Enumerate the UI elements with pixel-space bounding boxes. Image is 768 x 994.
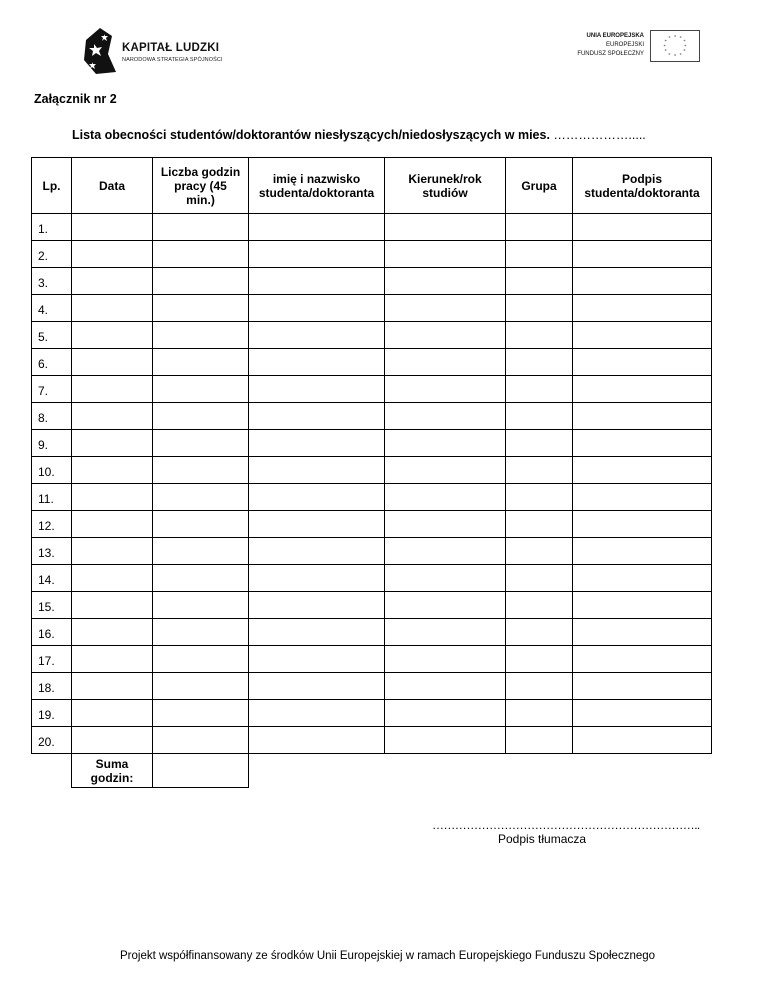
row-number: 6. — [32, 349, 72, 376]
group-cell[interactable] — [506, 565, 573, 592]
row-number: 19. — [32, 700, 72, 727]
date-cell[interactable] — [72, 700, 153, 727]
sum-row — [32, 754, 712, 788]
svg-text:*: * — [673, 54, 677, 60]
svg-text:*: * — [679, 36, 682, 42]
date-cell[interactable] — [72, 322, 153, 349]
course-year-cell[interactable] — [385, 295, 506, 322]
signature-cell[interactable] — [573, 430, 712, 457]
sum-label — [72, 754, 153, 788]
group-cell[interactable] — [506, 241, 573, 268]
hours-cell[interactable] — [153, 673, 249, 700]
hours-cell[interactable] — [153, 457, 249, 484]
group-cell[interactable] — [506, 349, 573, 376]
date-cell[interactable] — [72, 403, 153, 430]
date-cell[interactable] — [72, 646, 153, 673]
svg-text:*: * — [683, 40, 686, 46]
table-row — [32, 538, 712, 565]
hours-cell[interactable] — [153, 349, 249, 376]
signature-cell[interactable] — [573, 538, 712, 565]
eu-logo — [560, 30, 700, 64]
row-number: 16. — [32, 619, 72, 646]
header-hours — [153, 158, 249, 214]
group-cell[interactable] — [506, 268, 573, 295]
kapital-ludzki-logo — [80, 18, 248, 86]
row-number: 18. — [32, 673, 72, 700]
row-number: 1. — [32, 214, 72, 241]
hours-cell[interactable] — [153, 322, 249, 349]
signature-cell[interactable] — [573, 457, 712, 484]
logo-title: KAPITAŁ LUDZKI — [122, 42, 220, 54]
header-sign-line: Podpis — [621, 171, 662, 186]
header-name-line: imię i nazwisko — [272, 171, 361, 186]
student-name-cell[interactable] — [249, 565, 385, 592]
table-row — [32, 484, 712, 511]
footer-text: Projekt współfinansowany ze środków Unii Europejskiej w ramach Europejskiego Funduszu Społecznego — [120, 950, 656, 962]
signature-cell[interactable] — [573, 214, 712, 241]
row-number: 10. — [32, 457, 72, 484]
header-course-year — [385, 158, 506, 214]
row-number: 4. — [32, 295, 72, 322]
course-year-cell[interactable] — [385, 538, 506, 565]
table-row — [32, 457, 712, 484]
date-cell[interactable] — [72, 592, 153, 619]
hours-cell[interactable] — [153, 214, 249, 241]
group-cell[interactable] — [506, 511, 573, 538]
svg-text:*: * — [664, 49, 667, 55]
row-number: 7. — [32, 376, 72, 403]
date-cell[interactable] — [72, 241, 153, 268]
row-number: 20. — [32, 727, 72, 754]
table-row — [32, 268, 712, 295]
signature-cell[interactable] — [573, 268, 712, 295]
table-row — [32, 565, 712, 592]
row-number: 8. — [32, 403, 72, 430]
sum-empty-cell — [573, 754, 712, 788]
course-year-cell[interactable] — [385, 241, 506, 268]
table-row — [32, 349, 712, 376]
table-row — [32, 646, 712, 673]
student-name-cell[interactable] — [249, 349, 385, 376]
header-name-line: studenta/doktoranta — [258, 185, 375, 200]
group-cell[interactable] — [506, 430, 573, 457]
svg-text:*: * — [663, 44, 666, 50]
row-number: 9. — [32, 430, 72, 457]
eu-flag-icon — [650, 30, 700, 62]
header-course-line: studiów — [422, 185, 468, 200]
list-title-text: Lista obecności studentów/doktorantów niesłyszących/niedosłyszących w mies. — [72, 128, 550, 142]
course-year-cell[interactable] — [385, 727, 506, 754]
hours-cell[interactable] — [153, 376, 249, 403]
header-group: Grupa — [506, 158, 573, 214]
sum-empty-cell — [249, 754, 385, 788]
sum-empty-cell — [32, 754, 72, 788]
header-lp: Lp. — [32, 158, 72, 214]
student-name-cell[interactable] — [249, 403, 385, 430]
signature-cell[interactable] — [573, 376, 712, 403]
signature-cell[interactable] — [573, 646, 712, 673]
course-year-cell[interactable] — [385, 430, 506, 457]
student-name-cell[interactable] — [249, 673, 385, 700]
signature-cell[interactable] — [573, 484, 712, 511]
hours-cell[interactable] — [153, 700, 249, 727]
svg-text:*: * — [683, 49, 686, 55]
course-year-cell[interactable] — [385, 511, 506, 538]
student-name-cell[interactable] — [249, 700, 385, 727]
date-cell[interactable] — [72, 457, 153, 484]
hours-cell[interactable] — [153, 538, 249, 565]
signature-label: Podpis tłumacza — [498, 832, 587, 846]
course-year-cell[interactable] — [385, 403, 506, 430]
signature-cell[interactable] — [573, 511, 712, 538]
row-number: 17. — [32, 646, 72, 673]
course-year-cell[interactable] — [385, 619, 506, 646]
table-row — [32, 241, 712, 268]
student-name-cell[interactable] — [249, 484, 385, 511]
header-date: Data — [72, 158, 153, 214]
date-cell[interactable] — [72, 619, 153, 646]
table-row — [32, 322, 712, 349]
group-cell[interactable] — [506, 538, 573, 565]
course-year-cell[interactable] — [385, 268, 506, 295]
signature-cell[interactable] — [573, 700, 712, 727]
date-cell[interactable] — [72, 295, 153, 322]
date-cell[interactable] — [72, 376, 153, 403]
signature-cell[interactable] — [573, 403, 712, 430]
date-cell[interactable] — [72, 565, 153, 592]
date-cell[interactable] — [72, 349, 153, 376]
kapital-ludzki-mark-icon — [82, 26, 118, 76]
student-name-cell[interactable] — [249, 511, 385, 538]
hours-cell[interactable] — [153, 511, 249, 538]
eu-line-1: UNIA EUROPEJSKA — [586, 33, 644, 39]
student-name-cell[interactable] — [249, 268, 385, 295]
course-year-cell[interactable] — [385, 673, 506, 700]
date-cell[interactable] — [72, 511, 153, 538]
date-cell[interactable] — [72, 430, 153, 457]
student-name-cell[interactable] — [249, 457, 385, 484]
row-number: 5. — [32, 322, 72, 349]
svg-text:*: * — [684, 44, 687, 50]
row-number: 3. — [32, 268, 72, 295]
group-cell[interactable] — [506, 295, 573, 322]
svg-text:*: * — [668, 53, 671, 59]
hours-cell[interactable] — [153, 403, 249, 430]
date-cell[interactable] — [72, 538, 153, 565]
hours-cell[interactable] — [153, 295, 249, 322]
eu-line-3: FUNDUSZ SPOŁECZNY — [577, 51, 644, 57]
student-name-cell[interactable] — [249, 646, 385, 673]
sum-label-line: Suma — [95, 756, 129, 771]
header-sign-line: studenta/doktoranta — [584, 185, 700, 200]
student-name-cell[interactable] — [249, 214, 385, 241]
hours-cell[interactable] — [153, 484, 249, 511]
student-name-cell[interactable] — [249, 241, 385, 268]
course-year-cell[interactable] — [385, 349, 506, 376]
student-name-cell[interactable] — [249, 322, 385, 349]
sum-hours-cell[interactable] — [153, 754, 249, 788]
table-body — [32, 214, 712, 754]
table-row — [32, 673, 712, 700]
signature-cell[interactable] — [573, 349, 712, 376]
row-number: 14. — [32, 565, 72, 592]
hours-cell[interactable] — [153, 268, 249, 295]
row-number: 2. — [32, 241, 72, 268]
signature-cell[interactable] — [573, 322, 712, 349]
svg-text:*: * — [668, 36, 671, 42]
course-year-cell[interactable] — [385, 646, 506, 673]
header-student-name — [249, 158, 385, 214]
row-number: 13. — [32, 538, 72, 565]
group-cell[interactable] — [506, 457, 573, 484]
signature-cell[interactable] — [573, 295, 712, 322]
date-cell[interactable] — [72, 673, 153, 700]
student-name-cell[interactable] — [249, 538, 385, 565]
header-hours-line: pracy (45 — [174, 178, 227, 193]
group-cell[interactable] — [506, 403, 573, 430]
course-year-cell[interactable] — [385, 565, 506, 592]
student-name-cell[interactable] — [249, 727, 385, 754]
header-student-signature — [573, 158, 712, 214]
date-cell[interactable] — [72, 484, 153, 511]
course-year-cell[interactable] — [385, 322, 506, 349]
row-number: 15. — [32, 592, 72, 619]
table-header-row — [32, 158, 712, 214]
group-cell[interactable] — [506, 484, 573, 511]
signature-cell[interactable] — [573, 241, 712, 268]
student-name-cell[interactable] — [249, 295, 385, 322]
table-row — [32, 430, 712, 457]
eu-logo-text — [577, 32, 644, 59]
hours-cell[interactable] — [153, 592, 249, 619]
date-cell[interactable] — [72, 214, 153, 241]
table-row — [32, 511, 712, 538]
student-name-cell[interactable] — [249, 619, 385, 646]
header-hours-line: min.) — [186, 192, 215, 207]
table-row — [32, 727, 712, 754]
student-name-cell[interactable] — [249, 592, 385, 619]
svg-text:*: * — [664, 40, 667, 46]
course-year-cell[interactable] — [385, 484, 506, 511]
logo-subtitle: NARODOWA STRATEGIA SPÓJNOŚCI — [122, 57, 223, 63]
student-name-cell[interactable] — [249, 376, 385, 403]
course-year-cell[interactable] — [385, 214, 506, 241]
hours-cell[interactable] — [153, 727, 249, 754]
hours-cell[interactable] — [153, 646, 249, 673]
hours-cell[interactable] — [153, 241, 249, 268]
svg-text:*: * — [673, 35, 677, 41]
table-row — [32, 700, 712, 727]
date-cell[interactable] — [72, 727, 153, 754]
list-title-dots: ………………..... — [553, 128, 646, 142]
signature-cell[interactable] — [573, 673, 712, 700]
sum-empty-cell — [506, 754, 573, 788]
table-row — [32, 295, 712, 322]
eu-line-2: EUROPEJSKI — [605, 42, 644, 48]
table-row — [32, 592, 712, 619]
annex-label: Załącznik nr 2 — [34, 92, 117, 106]
hours-cell[interactable] — [153, 565, 249, 592]
signature-cell[interactable] — [573, 619, 712, 646]
table-row — [32, 376, 712, 403]
course-year-cell[interactable] — [385, 592, 506, 619]
course-year-cell[interactable] — [385, 457, 506, 484]
group-cell[interactable] — [506, 214, 573, 241]
list-title — [72, 128, 646, 142]
group-cell[interactable] — [506, 619, 573, 646]
group-cell[interactable] — [506, 673, 573, 700]
signature-cell[interactable] — [573, 727, 712, 754]
header-course-line: Kierunek/rok — [408, 171, 482, 186]
date-cell[interactable] — [72, 268, 153, 295]
signature-cell[interactable] — [573, 592, 712, 619]
hours-cell[interactable] — [153, 619, 249, 646]
group-cell[interactable] — [506, 700, 573, 727]
course-year-cell[interactable] — [385, 700, 506, 727]
group-cell[interactable] — [506, 322, 573, 349]
table-row — [32, 619, 712, 646]
group-cell[interactable] — [506, 592, 573, 619]
row-number: 12. — [32, 511, 72, 538]
signature-cell[interactable] — [573, 565, 712, 592]
sum-empty-cell — [385, 754, 506, 788]
group-cell[interactable] — [506, 727, 573, 754]
row-number: 11. — [32, 484, 72, 511]
group-cell[interactable] — [506, 646, 573, 673]
signature-line: …………………………………………………………….. — [432, 818, 700, 832]
table-row — [32, 403, 712, 430]
group-cell[interactable] — [506, 376, 573, 403]
course-year-cell[interactable] — [385, 376, 506, 403]
student-name-cell[interactable] — [249, 430, 385, 457]
hours-cell[interactable] — [153, 430, 249, 457]
header-hours-line: Liczba godzin — [160, 164, 241, 179]
sum-label-line: godzin: — [90, 770, 134, 785]
table-row — [32, 214, 712, 241]
attendance-table — [31, 157, 712, 788]
svg-text:*: * — [679, 53, 682, 59]
